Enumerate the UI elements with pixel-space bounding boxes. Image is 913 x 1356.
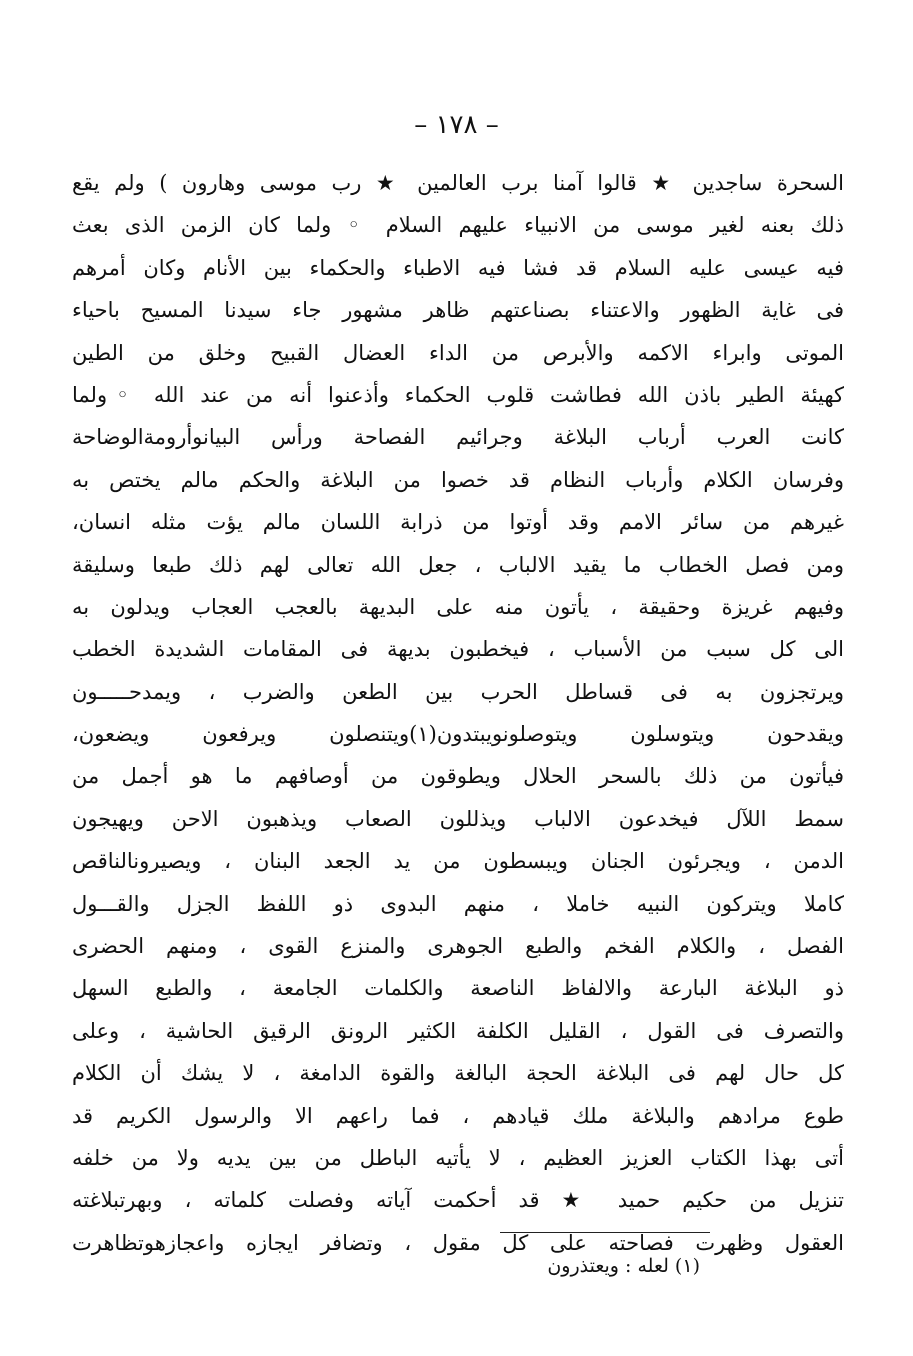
text-line: الموتى وابراء الاكمه والأبرص من الداء العضال القبيح وخلق من الطين (72, 340, 844, 365)
text-line: ويرتجزون به فى قساطل الحرب بين الطعن والضرب ، ويمدحـــــون (72, 679, 844, 704)
text-line: ويقدحون ويتوسلون ويتوصلونويبتدون(١)ويتنصلون ويرفعون ويضعون، (72, 722, 844, 747)
text-line: فيه عيسى عليه السلام قد فشا فيه الاطباء والحكماء بين الأنام وكان أمرهم (72, 255, 844, 280)
page-number: – ١٧٨ – (414, 110, 499, 140)
text-line: وفرسان الكلام وأرباب النظام قد خصوا من البلاغة والحكم مالم يختص به (72, 467, 844, 492)
text-line: سمط اللآل فيخدعون الالباب ويذللون الصعاب ويذهبون الاحن ويهيجون (72, 806, 844, 831)
text-line: كل حال لهم فى البلاغة الحجة البالغة والقوة الدامغة ، لا يشك أن الكلام (72, 1061, 844, 1086)
text-line: ومن فصل الخطاب ما يقيد الالباب ، جعل الله تعالى لهم ذلك طبعا وسليقة (72, 552, 844, 577)
footnote: (١) لعله : ويعتذرون (547, 1255, 700, 1277)
text-line: أتى بهذا الكتاب العزيز العظيم ، لا يأتيه الباطل من بين يديه ولا من خلفه (72, 1145, 844, 1170)
text-line: كانت العرب أرباب البلاغة وجرائيم الفصاحة ورأس البيانوأرومةالوضاحة (72, 425, 844, 450)
text-line: غيرهم من سائر الامم وقد أوتوا من ذرابة اللسان مالم يؤت مثله انسان، (72, 510, 844, 535)
text-line: السحرة ساجدين ★ قالوا آمنا برب العالمين ★ رب موسى وهارون ) ولم يقع (72, 171, 844, 195)
text-line: والتصرف فى القول ، القليل الكلفة الكثير الرونق الرقيق الحاشية ، وعلى (72, 1018, 844, 1043)
text-line: تنزيل من حكيم حميد ★ قد أحكمت آياته وفصلت كلماته ، وبهرتبلاغته (72, 1188, 844, 1213)
text-line: طوع مرادهم والبلاغة ملك قيادهم ، فما راعهم الا والرسول الكريم قد (72, 1103, 844, 1128)
text-line: فى غاية الظهور والاعتناء بصناعتهم ظاهر مشهور جاء سيدنا المسيح باحياء (72, 298, 844, 323)
text-line: فيأتون من ذلك بالسحر الحلال ويطوقون من أوصافهم ما هو أجمل من (72, 764, 844, 789)
text-line: كهيئة الطير باذن الله فطاشت قلوب الحكماء وأذعنوا أنه من عند الله ◦ولما (72, 382, 844, 407)
text-line: الى كل سبب من الأسباب ، فيخطبون بديهة فى المقامات الشديدة الخطب (72, 637, 844, 662)
text-line: الدمن ، ويجرئون الجنان ويبسطون من يد الجعد البنان ، ويصيرونالناقص (72, 849, 844, 874)
text-line: العقول وظهرت فصاحته على كل مقول ، وتضافر ايجازه واعجازهوتظاهرت (72, 1230, 844, 1255)
text-line: وفيهم غريزة وحقيقة ، يأتون منه على البديهة بالعجب العجاب ويدلون به (72, 594, 844, 619)
footnote-divider (500, 1232, 710, 1233)
text-line: كاملا ويتركون النبيه خاملا ، منهم البدوى ذو اللفظ الجزل والقـــول (72, 891, 844, 916)
text-line: ذو البلاغة البارعة والالفاظ الناصعة والكلمات الجامعة ، والطبع السهل (72, 976, 844, 1001)
text-line: ذلك بعنه لغير موسى من الانبياء عليهم السلام ◦ ولما كان الزمن الذى بعث (72, 213, 844, 238)
body-text (72, 162, 844, 1264)
text-line: الفصل ، والكلام الفخم والطبع الجوهرى والمنزع القوى ، ومنهم الحضرى (72, 934, 844, 959)
